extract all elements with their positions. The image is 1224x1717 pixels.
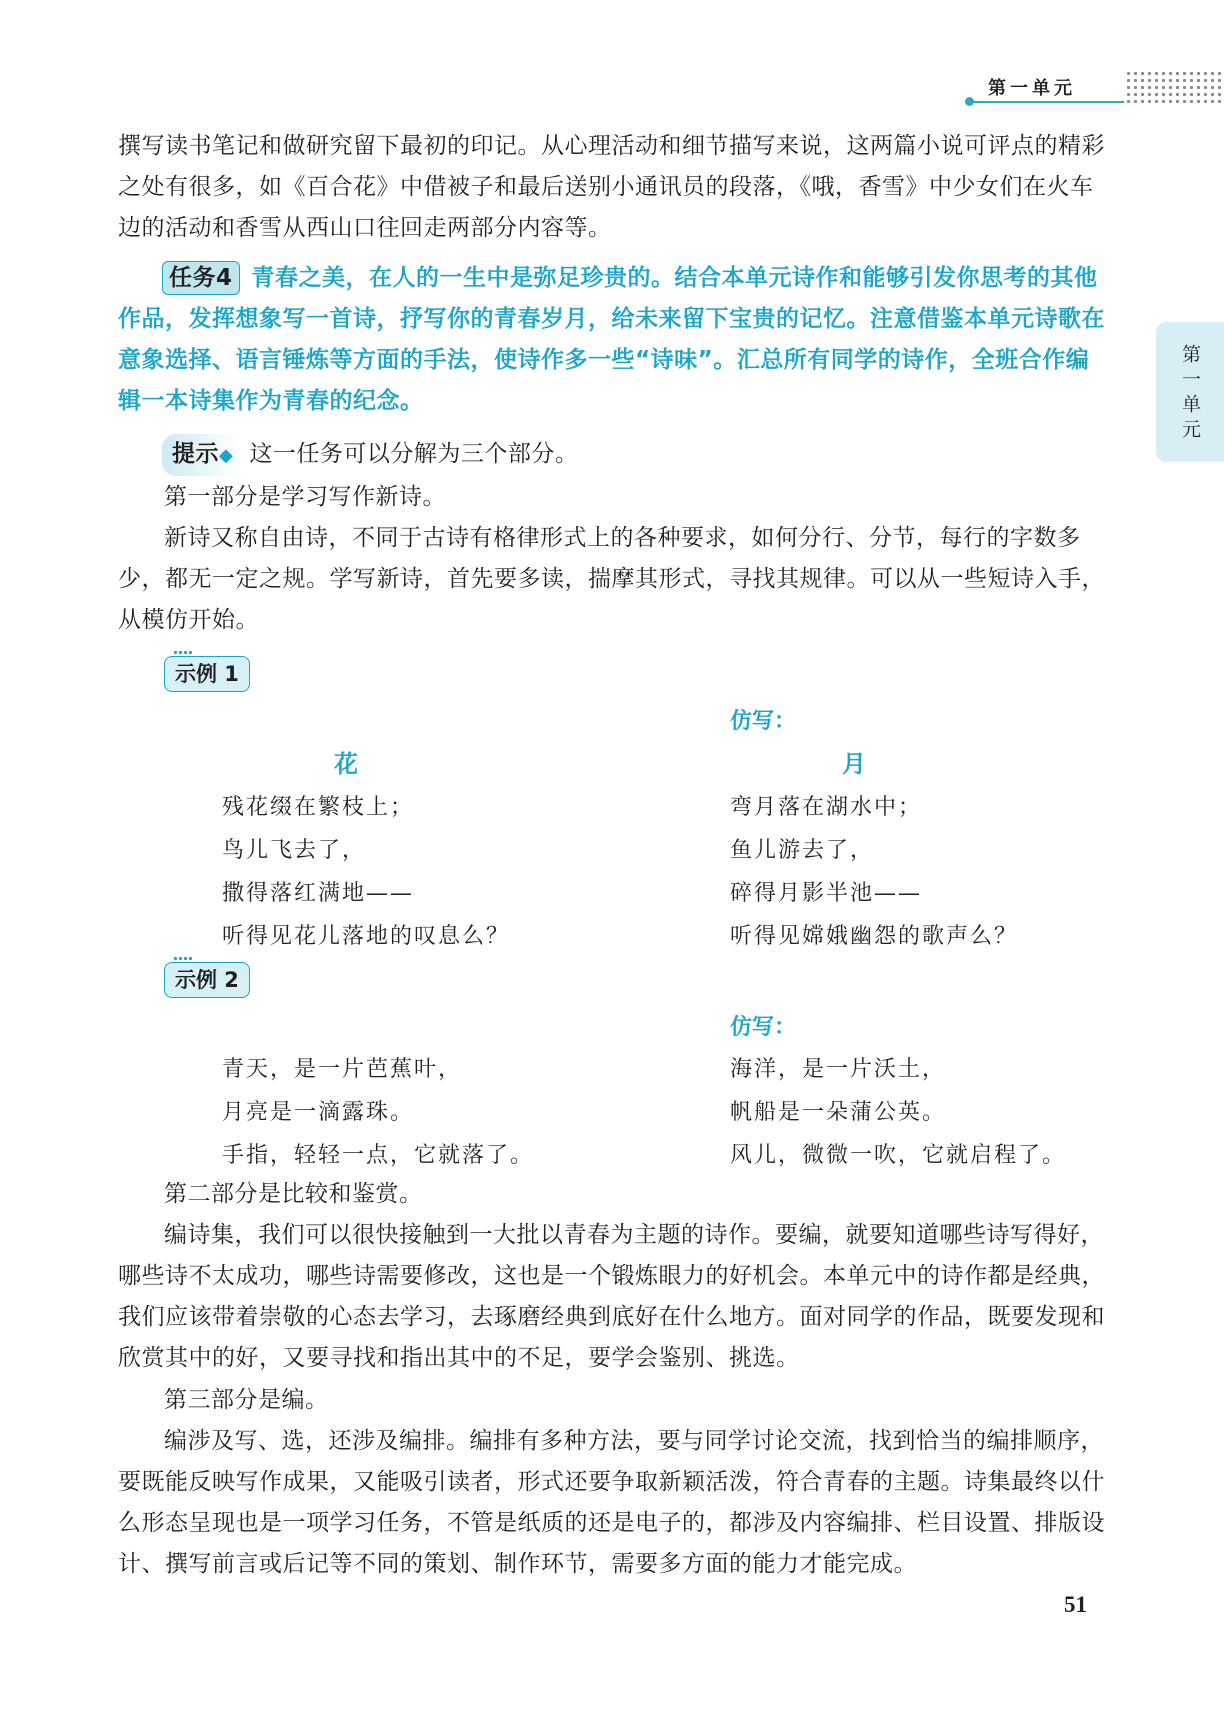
header-rule [968,101,1124,103]
part3-title: 第三部分是编。 [164,1387,329,1413]
side-tab-label: 第一单元 [1179,344,1201,444]
hint-text: 这一任务可以分解为三个部分。 [249,441,579,467]
part3-body: 编涉及写、选，还涉及编排。编排有多种方法，要与同学讨论交流，找到恰当的编排顺序，要既能反映写作成果，又能吸引读者，形式还要争取新颖活泼，符合青春的主题。诗集最终以什么形态呈现也是一项学习任务，不管是纸质的还是电子的，都涉及内容编排、栏目设置、排版设计、撰写前言或后记等不同的策划、制作环节，需要多方面的能力才能完成。 [118,1428,1105,1577]
example-2-original-line: 青天，是一片芭蕉叶， [222,1057,463,1082]
hint-line [162,434,1102,476]
task-block [118,258,1108,422]
part1-title: 第一部分是学习写作新诗。 [164,484,446,510]
example-1-imitation-title: 月 [842,750,866,778]
diamond-arrow-icon: ◆ [219,445,234,466]
example-2-imitation-line: 风儿，微微一吹，它就启程了。 [730,1143,1067,1168]
task-label: 任务4 [162,261,240,295]
example-1-label: 示例 1 [164,656,250,692]
example-1-imitation-line: 弯月落在湖水中； [730,795,923,820]
example-1-original-line: 撒得落红满地—— [222,881,415,906]
example-2-imitation-line: 帆船是一朵蒲公英。 [730,1100,947,1125]
side-unit-tab [1156,322,1224,462]
example-1-imitation-line: 碎得月影半池—— [730,881,923,906]
example-2-label: 示例 2 [164,962,250,998]
part2-body: 编诗集，我们可以很快接触到一大批以青春为主题的诗作。要编，就要知道哪些诗写得好，哪些诗不太成功，哪些诗需要修改，这也是一个锻炼眼力的好机会。本单元中的诗作都是经典，我们应该带着崇敬的心态去学习，去琢磨经典到底好在什么地方。面对同学的作品，既要发现和欣赏其中的好，又要寻找和指出其中的不足，要学会鉴别、挑选。 [118,1222,1105,1371]
example-1-original-line: 听得见花儿落地的叹息么？ [222,924,511,949]
part2-title: 第二部分是比较和鉴赏。 [164,1181,423,1207]
running-header-unit: 第一单元 [988,78,1076,99]
example-2-imitation-label: 仿写： [730,1015,797,1040]
example-1-original-line: 鸟儿飞去了， [222,838,367,863]
example-2-imitation-line: 海洋，是一片沃土， [730,1057,947,1082]
task-text: 青春之美，在人的一生中是弥足珍贵的。结合本单元诗作和能够引发你思考的其他作品，发挥想象写一首诗，抒写你的青春岁月，给未来留下宝贵的记忆。注意借鉴本单元诗歌在意象选择、语言锤炼等方面的手法，使诗作多一些“诗味”。汇总所有同学的诗作，全班合作编辑一本诗集作为青春的纪念。 [118,265,1105,414]
page-number: 51 [1064,1592,1087,1617]
example-1-original-line: 残花缀在繁枝上； [222,795,415,820]
intro-paragraph: 撰写读书笔记和做研究留下最初的印记。从心理活动和细节描写来说，这两篇小说可评点的精彩之处有很多，如《百合花》中借被子和最后送别小通讯员的段落，《哦，香雪》中少女们在火车边的活动和香雪从西山口往回走两部分内容等。 [118,133,1105,241]
part1-body: 新诗又称自由诗，不同于古诗有格律形式上的各种要求，如何分行、分节，每行的字数多少，都无一定之规。学写新诗，首先要多读，揣摩其形式，寻找其规律。可以从一些短诗入手，从模仿开始。 [118,525,1105,633]
example-1-original-title: 花 [334,750,358,778]
example-1-imitation-line: 鱼儿游去了， [730,838,875,863]
example-1-imitation-label: 仿写： [730,709,797,734]
example-1-imitation-line: 听得见嫦娥幽怨的歌声么？ [730,924,1019,949]
example-2-original-line: 手指，轻轻一点，它就落了。 [222,1143,535,1168]
example-2-original-line: 月亮是一滴露珠。 [222,1100,415,1125]
hint-label [162,434,239,476]
header-dot-pattern [1125,70,1224,106]
hint-label-text: 提示 [172,441,219,467]
